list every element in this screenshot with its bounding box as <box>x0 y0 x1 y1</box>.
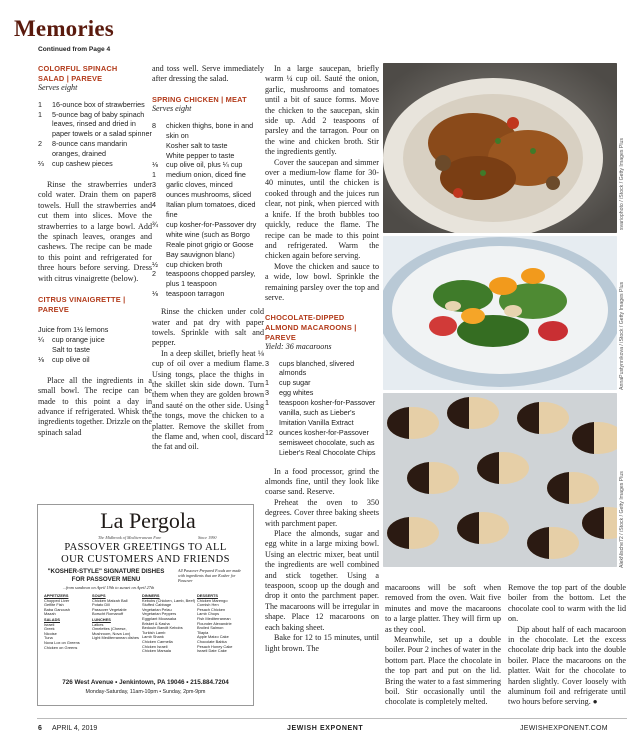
column-4 <box>385 583 501 708</box>
ingredient-qty: 3 <box>265 358 269 368</box>
ingredient-text: ounces kosher-for-Passover semisweet chocolate, such as Lieber's Real Chocolate Chips <box>279 427 376 457</box>
ad-menu-item: Chicken Israeli <box>142 643 168 649</box>
ad-menu-item: Flounder Alexandrie <box>197 620 232 626</box>
recipe-title: SALAD | PAREVE <box>38 73 103 83</box>
ad-menu-item: Lamb Chops <box>197 611 220 617</box>
ad-menu-item: Chicken Marengo <box>197 597 228 603</box>
ingredient-qty: ¼ <box>38 335 44 345</box>
ad-menu-column <box>197 593 249 654</box>
ingredient-qty <box>152 141 166 151</box>
ad-greeting: PASSOVER GREETINGS TO ALL <box>64 542 227 553</box>
photo-credit: svariophoto / iStock / Getty Images Plus <box>619 138 625 230</box>
ingredient-text: medium onion, diced fine <box>166 170 246 180</box>
ad-menu-column <box>44 593 92 650</box>
recipe-title: CITRUS VINAIGRETTE | <box>38 295 126 304</box>
ingredient-item <box>38 100 152 110</box>
ingredient-text: egg whites <box>279 388 314 398</box>
ingredient-text: cup chicken broth <box>166 259 223 269</box>
ingredient-item <box>152 141 264 151</box>
ad-menu-item: Light Mediterranean dishes <box>92 635 139 641</box>
ingredient-qty <box>38 345 52 355</box>
recipe-body: Place all the ingredients in a small bowl. The recipe can be made to this point a day in advance if refrigerated. Whisk the ingredients together. Drizzle on the spinach salad <box>38 375 152 437</box>
ingredient-item <box>38 110 152 140</box>
ingredient-qty: ⅛ <box>152 160 158 170</box>
ad-menu-heading: LUNCHES <box>92 616 111 622</box>
ingredient-text: 16-ounce box of strawberries <box>52 99 145 109</box>
ad-menu-item: Turkish Lamb <box>142 629 166 635</box>
ad-menu-item: Potato Dill <box>92 602 110 608</box>
ingredient-text: 5-ounce bag of baby spinach leaves, rinsed and dried in paper towels or a salad spinner <box>52 109 152 139</box>
ingredient-qty: 8 <box>152 120 156 130</box>
ad-note: All Passover Prepared Foods are made with ingredients that are Kosher for Passover <box>178 568 241 583</box>
ingredient-item <box>152 160 264 170</box>
ad-menu-column <box>92 593 142 641</box>
ingredient-text: cup orange juice <box>52 335 105 345</box>
ad-menu-heading: SOUPS <box>92 593 106 598</box>
recipe-title: ALMOND MACAROONS | <box>265 322 357 332</box>
ingredient-text: 8-ounce cans mandarin oranges, drained <box>52 139 128 159</box>
recipe-body: Rinse the chicken under cold water and pat dry with paper towels. Sprinkle with salt and pepper. In a deep skillet, briefly heat ⅛ cup of oil over a medium flame. Using tongs, place the thighs in the skillet skin side down. Turn them when they are golden brown and sauté on the other side. Using the tongs, move the chicken to a platter. Remove the skillet from the flame and, when cool, discard the fat and oil. <box>152 307 264 452</box>
ingredient-text: garlic cloves, minced <box>166 180 233 190</box>
ingredient-qty: 2 <box>38 139 42 149</box>
recipe-title: CHOCOLATE-DIPPED <box>265 313 345 323</box>
ad-menu-item: Gefilte Fish <box>44 602 64 608</box>
ad-tagline: The Midbrook of Mediterranean Fare <box>98 535 162 540</box>
ingredient-qty: 4 <box>152 200 156 210</box>
ingredient-text: cup olive oil, plus ¼ cup <box>166 160 243 170</box>
ingredient-qty: ⅛ <box>152 289 158 299</box>
ad-menu-item: Greek <box>44 626 55 632</box>
column-2 <box>152 64 264 453</box>
ad-menu-item: Borscht Romanoff <box>92 611 124 617</box>
ingredient-list <box>152 121 264 299</box>
ingredient-item <box>152 151 264 161</box>
ingredient-qty: 1 <box>265 398 269 408</box>
ingredient-item <box>152 220 264 260</box>
recipe-title: PAREVE <box>38 304 70 314</box>
ad-menu-item: Israeli Date Cake <box>197 648 227 654</box>
ingredient-qty: 1 <box>38 109 42 119</box>
ingredient-text: teaspoons chopped parsley, plus 1 teaspoon <box>166 269 256 289</box>
recipe-body: In a food processor, grind the almonds fine, until they look like coarse sand. Reserve. Preheat the oven to 350 degrees. Cover three baking sheets with parchment paper. Place the almonds, sugar and egg white in a large mixing bowl. Using an electric mixer, beat until the ingredients are well combined and stick together. Using a teaspoon, scoop up the dough and drop it onto the parchment paper. The macaroons will be irregular in shape. Place 12 macaroons on each baking sheet. Bake for 12 to 15 minutes, until light brown. The <box>265 466 379 653</box>
ingredient-item <box>152 289 264 299</box>
recipe-title: COLORFUL SPINACH <box>38 64 118 73</box>
ingredient-list <box>265 359 379 458</box>
recipe-title: SPRING CHICKEN | MEAT <box>152 94 247 104</box>
ad-menu-item: Kebobs (Chicken, Lamb, Beef) <box>142 597 195 603</box>
column-1 <box>38 64 152 438</box>
recipe-serves: Serves eight <box>38 83 78 93</box>
ad-menu-item: Baba Ganoush <box>44 606 70 612</box>
ingredient-qty: ⅔ <box>38 159 44 169</box>
ingredient-item <box>265 398 379 428</box>
ad-menu-dates: ...from sundown on April 19th to sunset on April 27th <box>62 585 155 590</box>
ingredient-item <box>265 359 379 379</box>
column-5 <box>508 583 626 708</box>
ad-menu-item: Mazah <box>44 611 56 617</box>
ad-address: 726 West Avenue • Jenkintown, PA 19046 • 215.884.7204 <box>62 679 229 686</box>
ingredient-text: teaspoon tarragon <box>166 289 225 299</box>
ingredient-qty: ½ <box>152 259 158 269</box>
recipe-body: and toss well. Serve immediately after dressing the salad. <box>152 64 264 84</box>
ad-menu-title: "KOSHER-STYLE" SIGNATURE DISHES <box>47 568 165 575</box>
ingredient-item <box>152 190 264 200</box>
ad-menu-item: Chopped Liver <box>44 597 70 603</box>
ingredient-qty: 1 <box>38 99 42 109</box>
ad-menu-item: Apple Matzo Cake <box>197 634 229 640</box>
la-pergola-logo: La Pergola <box>100 508 196 533</box>
footer-date: APRIL 4, 2019 <box>52 725 98 732</box>
ingredient-qty: 1 <box>152 170 156 180</box>
ingredient-text: cups blanched, slivered almonds <box>279 358 355 378</box>
column-3 <box>265 64 379 654</box>
ingredient-qty <box>152 151 166 161</box>
ingredient-text: Kosher salt to taste <box>166 140 228 150</box>
ingredient-text: cup sugar <box>279 378 311 388</box>
recipe-yield: Yield: 36 macaroons <box>265 342 332 352</box>
ingredient-list <box>38 100 152 169</box>
photo-credit: AlekNische72 / iStock / Getty Images Plus <box>619 471 625 568</box>
ad-menu-column <box>142 593 197 654</box>
ingredient-item <box>38 139 152 159</box>
ad-menu-item: Chocolate Babka <box>197 638 227 644</box>
ad-menu-item: Latkes <box>92 621 104 627</box>
ad-menu-item: Brisket & Kasha <box>142 620 170 626</box>
la-pergola-ad <box>37 504 254 706</box>
ingredient-text: White pepper to taste <box>166 150 235 160</box>
ingredient-list <box>38 335 152 365</box>
ingredient-item <box>38 335 152 345</box>
ad-menu-item: Nova Lox on Greens <box>44 639 80 645</box>
ad-menu-item: Fish Mediterranean <box>197 615 231 621</box>
ingredient-item <box>152 121 264 141</box>
recipe-body: Rinse the strawberries under cold water. Drain them on paper towels. Hull the strawberries and cut them into slices. Move the strawberries to a large bowl. Add the spinach leaves, oranges and cashews. The recipe can be made to this point and refrigerated for three hours before serving. Dress with citrus vinaigrette (below). <box>38 179 152 283</box>
ad-menu-item: Stuffed Cabbage <box>142 602 172 608</box>
ingredient-qty: 1 <box>265 378 269 388</box>
ad-menu-item: Nicoise <box>44 630 57 636</box>
ingredient-qty: 3 <box>152 180 156 190</box>
ad-menu-item: Chicken Matzah Ball <box>92 597 128 603</box>
ad-menu-heading: APPETIZERS <box>44 593 69 598</box>
ad-menu-heading: DINNERS <box>142 593 160 598</box>
ingredient-text: teaspoon kosher-for-Passover vanilla, such as Lieber's Imitation Vanilla Extract <box>279 398 376 427</box>
ad-menu-item: Tuna <box>44 635 53 641</box>
ad-menu-item: Bedouin Bandit Kebobs <box>142 625 183 631</box>
recipe-body: Remove the top part of the double boiler from the bottom. Let the chocolate cool to warm with the lid on. Dip about half of each macaroon in the chocolate. Let the excess chocolate drip back into the double boiler. Place the macaroons on the platter. Wait for the chocolate to harden slightly. Cover loosely with aluminum foil and refrigerate until two hours before serving. ● <box>508 583 626 707</box>
ingredient-item <box>152 260 264 270</box>
footer-rule <box>37 718 627 719</box>
ingredient-item <box>38 159 152 169</box>
ad-menu-item: Chicken Marsala <box>142 648 171 654</box>
ingredient-text: cup kosher-for-Passover dry white wine (such as Borgo Reale pinot grigio or Goose Bay sauvignon blanc) <box>166 219 257 259</box>
photo-spring-chicken <box>383 63 617 233</box>
footer-paper-name: JEWISH EXPONENT <box>287 725 364 732</box>
ingredient-item <box>38 355 152 365</box>
ad-menu-item: Passover Vegetable <box>92 606 127 612</box>
ad-menu-item: Chicken Carmella <box>142 638 173 644</box>
ingredient-qty: 3 <box>265 388 269 398</box>
ingredient-item <box>38 345 152 355</box>
footer-page-number: 6 <box>38 725 42 732</box>
photo-macaroons <box>383 393 617 567</box>
ad-menu-heading: SALADS <box>44 616 60 622</box>
ingredient-item <box>152 200 264 220</box>
ad-menu <box>44 593 249 671</box>
continued-note: Continued from Page 4 <box>38 46 111 53</box>
ad-menu-item: Broiled Salmon <box>197 625 224 631</box>
photo-credit: AnnaPustynnikova / iStock / Getty Images Plus <box>619 281 625 390</box>
ingredient-text: Italian plum tomatoes, diced fine <box>166 200 256 219</box>
ad-menu-item: Vegetarian Pelau <box>142 606 172 612</box>
recipe-body: macaroons will be soft when removed from the oven. Wait five minutes and move the macaroons to a large platter. They will firm up as they cool. Meanwhile, set up a double boiler. Pour 2 inches of water in the bottom part. Place the chocolate in the top part and put on the lid. Bring the water to a fast simmering boil. Stir occasionally until the chocolate is completely melted. <box>385 583 501 707</box>
ingredient-text: cup cashew pieces <box>52 159 113 169</box>
recipe-body: In a large saucepan, briefly warm ¼ cup oil. Sauté the onion, garlic, mushrooms and tomatoes until a bit of sauce forms. Move the chicken to the saucepan, skin side up. Add 2 teaspoons of parsley and the tarragon. Pour on the wine and chicken broth. Stir the ingredients gently. Cover the saucepan and simmer over a medium-low flame for 30-40 minutes, until the chicken is cooked through and the juices run clear, not pink, when pierced with a knife. If the broth bubbles too quickly, reduce the flame. The recipe can be made to this point and refrigerated. Warm the chicken again before serving. Move the chicken and sauce to a wide, low bowl. Sprinkle the remaining parsley over the top and serve. <box>265 64 379 302</box>
photo-spinach-salad <box>383 236 617 390</box>
page-title: Memories <box>14 16 114 41</box>
recipe-title: PAREVE <box>265 332 297 342</box>
ad-menu-item: Vegetarian Peppers <box>142 611 177 617</box>
ad-menu-item: Lamb Shank <box>142 634 164 640</box>
ingredient-item <box>152 170 264 180</box>
ingredient-text: chicken thighs, bone in and skin on <box>166 120 254 140</box>
ingredient-item <box>265 388 379 398</box>
ad-menu-heading: DESSERTS <box>197 593 218 598</box>
ingredient-item <box>152 180 264 190</box>
ingredient-qty: ¾ <box>152 219 158 229</box>
ingredient-text: Salt to taste <box>52 345 90 354</box>
ingredient-item <box>152 269 264 289</box>
ingredient-item <box>265 428 379 458</box>
ingredient-qty: ⅛ <box>38 354 44 364</box>
ad-greeting: OUR CUSTOMERS AND FRIENDS <box>61 554 230 565</box>
ad-menu-item: Israeli <box>44 621 55 627</box>
footer-url[interactable]: JEWISHEXPONENT.COM <box>520 725 608 732</box>
ad-menu-item: Pesach Chicken <box>197 606 226 612</box>
ad-menu-item: Omelettes (Cheese, Mushroom, Nova Lox) <box>92 626 131 636</box>
ad-menu-item: Chicken on Greens <box>44 644 78 650</box>
ad-menu-item: Eggplant Moussaka <box>142 615 177 621</box>
ad-menu-title: FOR PASSOVER MENU <box>71 576 141 583</box>
ad-menu-item: Cornish Hen <box>197 602 219 608</box>
ad-since: Since 1990 <box>198 535 217 540</box>
ad-menu-item: Pesach Honey Cake <box>197 643 233 649</box>
ingredient-text: cup olive oil <box>52 354 90 364</box>
ingredient-item <box>265 378 379 388</box>
recipe-serves: Serves eight <box>152 104 192 114</box>
ad-menu-item: Tilapia <box>197 629 209 635</box>
ingredient-qty: 12 <box>265 427 273 437</box>
ingredient-qty: 2 <box>152 269 156 279</box>
ad-hours: Monday-Saturday, 11am-10pm • Sunday, 2pm-9pm <box>85 689 206 695</box>
ingredient-line: Juice from 1½ lemons <box>38 325 109 335</box>
ingredient-qty: 8 <box>152 190 156 200</box>
ingredient-text: ounces mushrooms, sliced <box>166 190 252 200</box>
